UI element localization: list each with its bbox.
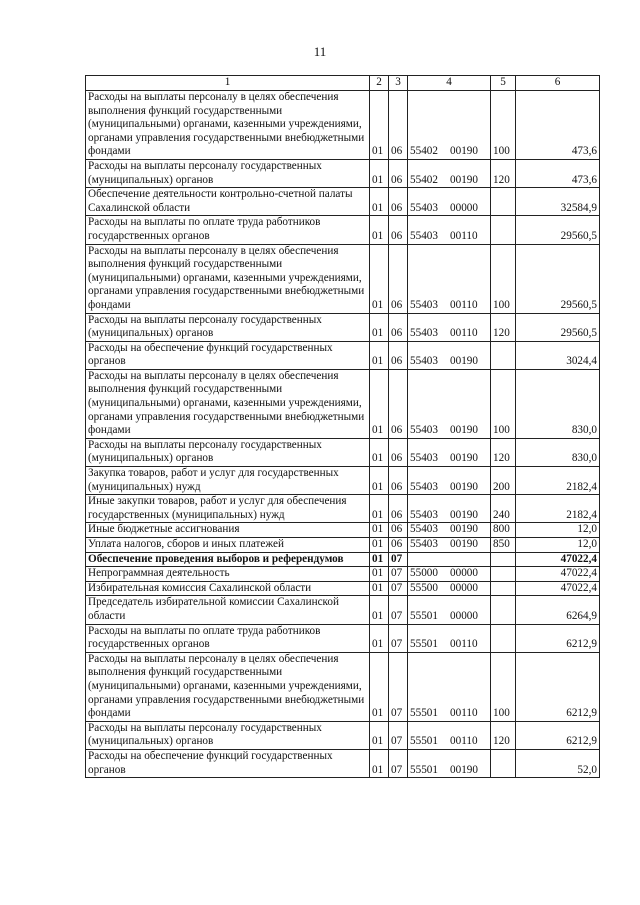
row-target-article	[408, 523, 491, 538]
table-row	[86, 341, 600, 369]
row-name: Председатель избирательной комиссии Сахалинской области	[86, 596, 370, 624]
table-row	[86, 369, 600, 438]
row-name: Расходы на обеспечение функций государственных органов	[86, 341, 370, 369]
row-target-article	[408, 188, 491, 216]
row-expense-type: 100	[491, 652, 516, 721]
row-sum: 2182,4	[516, 467, 600, 495]
row-target-article-direction: 00110	[450, 735, 478, 748]
table-row	[86, 467, 600, 495]
row-expense-type: 200	[491, 467, 516, 495]
row-target-article-program: 55501	[410, 735, 438, 748]
row-section: 01	[370, 567, 389, 582]
row-name: Расходы на выплаты персоналу в целях обеспечения выполнения функций государственными (муниципальными) органами, казенными учреждениями, органами управления государственными внебюджетными фондами	[86, 244, 370, 313]
row-target-article-program: 55403	[410, 452, 438, 465]
row-expense-type: 100	[491, 244, 516, 313]
row-target-article-direction: 00190	[450, 355, 478, 368]
row-expense-type: 120	[491, 313, 516, 341]
row-sum: 830,0	[516, 369, 600, 438]
row-section: 01	[370, 341, 389, 369]
row-sum: 12,0	[516, 523, 600, 538]
row-expense-type: 800	[491, 523, 516, 538]
row-name: Расходы на выплаты персоналу в целях обеспечения выполнения функций государственными (муниципальными) органами, казенными учреждениями, органами управления государственными внебюджетными фондами	[86, 369, 370, 438]
row-subsection: 07	[389, 581, 408, 596]
row-sum: 3024,4	[516, 341, 600, 369]
row-target-article	[408, 581, 491, 596]
table-row	[86, 567, 600, 582]
row-section: 01	[370, 369, 389, 438]
row-target-article	[408, 624, 491, 652]
row-target-article	[408, 91, 491, 160]
row-name: Обеспечение проведения выборов и референдумов	[86, 552, 370, 567]
row-target-article	[408, 369, 491, 438]
col-header-target-article: 4	[408, 76, 491, 91]
row-target-article	[408, 538, 491, 553]
row-name: Обеспечение деятельности контрольно-счетной палаты Сахалинской области	[86, 188, 370, 216]
row-expense-type: 100	[491, 369, 516, 438]
row-subsection: 07	[389, 721, 408, 749]
row-target-article-program: 55501	[410, 638, 438, 651]
row-section: 01	[370, 495, 389, 523]
table-row	[86, 749, 600, 777]
row-section: 01	[370, 523, 389, 538]
row-sum: 47022,4	[516, 581, 600, 596]
row-target-article-direction: 00190	[450, 508, 478, 521]
row-target-article	[408, 244, 491, 313]
table-row	[86, 216, 600, 244]
row-target-article-program: 55403	[410, 508, 438, 521]
row-target-article-program: 55403	[410, 523, 438, 536]
row-expense-type: 120	[491, 438, 516, 466]
row-target-article-direction: 00190	[450, 173, 478, 186]
row-target-article	[408, 216, 491, 244]
row-target-article-program: 55501	[410, 707, 438, 720]
row-subsection: 06	[389, 313, 408, 341]
row-section: 01	[370, 216, 389, 244]
row-target-article-program: 55500	[410, 581, 438, 594]
row-target-article-program: 55501	[410, 763, 438, 776]
row-target-article-direction: 00190	[450, 523, 478, 536]
table-row	[86, 438, 600, 466]
row-subsection: 06	[389, 244, 408, 313]
table-row	[86, 721, 600, 749]
row-sum: 6264,9	[516, 596, 600, 624]
row-target-article-direction: 00110	[450, 638, 478, 651]
row-sum: 830,0	[516, 438, 600, 466]
row-target-article	[408, 467, 491, 495]
row-name: Расходы на выплаты персоналу государственных (муниципальных) органов	[86, 438, 370, 466]
row-target-article-program: 55000	[410, 567, 438, 580]
row-subsection: 07	[389, 624, 408, 652]
table-row	[86, 538, 600, 553]
row-target-article	[408, 652, 491, 721]
table-row	[86, 652, 600, 721]
row-subsection: 06	[389, 438, 408, 466]
row-name: Расходы на выплаты персоналу государственных (муниципальных) органов	[86, 159, 370, 187]
row-subsection: 06	[389, 495, 408, 523]
row-subsection: 07	[389, 567, 408, 582]
row-section: 01	[370, 91, 389, 160]
row-subsection: 06	[389, 216, 408, 244]
row-subsection: 07	[389, 652, 408, 721]
row-section: 01	[370, 624, 389, 652]
table-row	[86, 313, 600, 341]
row-section: 01	[370, 552, 389, 567]
row-expense-type: 120	[491, 159, 516, 187]
row-sum: 6212,9	[516, 652, 600, 721]
row-section: 01	[370, 467, 389, 495]
row-subsection: 07	[389, 552, 408, 567]
row-sum: 29560,5	[516, 216, 600, 244]
row-section: 01	[370, 652, 389, 721]
row-target-article-direction: 00190	[450, 763, 478, 776]
row-expense-type: 240	[491, 495, 516, 523]
row-target-article-direction: 00190	[450, 452, 478, 465]
row-subsection: 06	[389, 523, 408, 538]
row-target-article-program: 55403	[410, 480, 438, 493]
row-expense-type	[491, 552, 516, 567]
row-expense-type: 850	[491, 538, 516, 553]
row-name: Уплата налогов, сборов и иных платежей	[86, 538, 370, 553]
row-sum: 32584,9	[516, 188, 600, 216]
col-header-section: 2	[370, 76, 389, 91]
row-name: Избирательная комиссия Сахалинской области	[86, 581, 370, 596]
row-sum: 29560,5	[516, 313, 600, 341]
row-target-article	[408, 749, 491, 777]
table-row	[86, 159, 600, 187]
row-target-article	[408, 159, 491, 187]
row-name: Расходы на выплаты персоналу государственных (муниципальных) органов	[86, 313, 370, 341]
table-row	[86, 581, 600, 596]
row-target-article-program: 55402	[410, 173, 438, 186]
row-target-article-direction: 00110	[450, 298, 478, 311]
row-target-article-program: 55403	[410, 298, 438, 311]
row-target-article	[408, 596, 491, 624]
row-sum: 6212,9	[516, 624, 600, 652]
row-sum: 6212,9	[516, 721, 600, 749]
row-expense-type	[491, 581, 516, 596]
row-expense-type: 100	[491, 91, 516, 160]
row-sum: 473,6	[516, 159, 600, 187]
row-subsection: 06	[389, 91, 408, 160]
row-sum: 47022,4	[516, 552, 600, 567]
row-subsection: 06	[389, 538, 408, 553]
row-target-article-direction: 00110	[450, 327, 478, 340]
row-target-article-program: 55501	[410, 609, 438, 622]
row-expense-type	[491, 188, 516, 216]
row-target-article	[408, 341, 491, 369]
row-target-article-direction: 00000	[450, 567, 478, 580]
row-section: 01	[370, 188, 389, 216]
row-section: 01	[370, 313, 389, 341]
row-expense-type	[491, 216, 516, 244]
row-subsection: 06	[389, 188, 408, 216]
row-target-article	[408, 552, 491, 567]
row-name: Закупка товаров, работ и услуг для государственных (муниципальных) нужд	[86, 467, 370, 495]
row-name: Расходы на выплаты персоналу в целях обеспечения выполнения функций государственными (муниципальными) органами, казенными учреждениями, органами управления государственными внебюджетными фондами	[86, 652, 370, 721]
row-sum: 47022,4	[516, 567, 600, 582]
row-section: 01	[370, 581, 389, 596]
table-row	[86, 244, 600, 313]
row-sum: 2182,4	[516, 495, 600, 523]
row-name: Непрограммная деятельность	[86, 567, 370, 582]
budget-table	[85, 75, 600, 778]
table-row	[86, 495, 600, 523]
row-target-article-program: 55402	[410, 145, 438, 158]
row-target-article-direction: 00110	[450, 229, 478, 242]
row-subsection: 06	[389, 467, 408, 495]
col-header-sum: 6	[516, 76, 600, 91]
row-target-article	[408, 438, 491, 466]
row-subsection: 06	[389, 341, 408, 369]
table-row	[86, 523, 600, 538]
row-name: Расходы на выплаты по оплате труда работников государственных органов	[86, 216, 370, 244]
col-header-subsection: 3	[389, 76, 408, 91]
row-name: Иные бюджетные ассигнования	[86, 523, 370, 538]
row-section: 01	[370, 538, 389, 553]
row-target-article-direction: 00000	[450, 201, 478, 214]
row-expense-type	[491, 567, 516, 582]
row-subsection: 07	[389, 596, 408, 624]
row-subsection: 07	[389, 749, 408, 777]
row-subsection: 06	[389, 369, 408, 438]
row-target-article-direction: 00000	[450, 609, 478, 622]
row-sum: 29560,5	[516, 244, 600, 313]
row-target-article-direction: 00110	[450, 707, 478, 720]
row-expense-type	[491, 596, 516, 624]
row-target-article	[408, 313, 491, 341]
row-target-article-program: 55403	[410, 201, 438, 214]
row-sum: 473,6	[516, 91, 600, 160]
row-target-article-program: 55403	[410, 538, 438, 550]
row-section: 01	[370, 159, 389, 187]
row-expense-type	[491, 624, 516, 652]
header-row	[86, 76, 600, 91]
row-name: Расходы на обеспечение функций государственных органов	[86, 749, 370, 777]
row-section: 01	[370, 596, 389, 624]
table-row	[86, 91, 600, 160]
row-name: Расходы на выплаты персоналу государственных (муниципальных) органов	[86, 721, 370, 749]
table-row	[86, 624, 600, 652]
row-target-article-program: 55403	[410, 355, 438, 368]
row-section: 01	[370, 438, 389, 466]
col-header-name: 1	[86, 76, 370, 91]
row-name: Расходы на выплаты персоналу в целях обеспечения выполнения функций государственными (муниципальными) органами, казенными учреждениями, органами управления государственными внебюджетными фондами	[86, 91, 370, 160]
table-row	[86, 596, 600, 624]
row-target-article	[408, 721, 491, 749]
row-target-article	[408, 567, 491, 582]
row-target-article-direction: 00190	[450, 145, 478, 158]
row-target-article	[408, 495, 491, 523]
row-section: 01	[370, 244, 389, 313]
page-number: 11	[313, 44, 327, 59]
row-expense-type	[491, 749, 516, 777]
col-header-expense-type: 5	[491, 76, 516, 91]
row-subsection: 06	[389, 159, 408, 187]
row-target-article-program: 55403	[410, 424, 438, 437]
row-section: 01	[370, 721, 389, 749]
row-sum: 52,0	[516, 749, 600, 777]
row-name: Иные закупки товаров, работ и услуг для обеспечения государственных (муниципальных) нужд	[86, 495, 370, 523]
table-row	[86, 552, 600, 567]
row-sum: 12,0	[516, 538, 600, 553]
row-target-article-program: 55403	[410, 327, 438, 340]
row-target-article-direction: 00190	[450, 424, 478, 437]
row-expense-type	[491, 341, 516, 369]
row-expense-type: 120	[491, 721, 516, 749]
row-target-article-direction: 00190	[450, 480, 478, 493]
row-target-article-direction: 00190	[450, 538, 478, 550]
table-row	[86, 188, 600, 216]
row-target-article-program: 55403	[410, 229, 438, 242]
row-name: Расходы на выплаты по оплате труда работников государственных органов	[86, 624, 370, 652]
row-section: 01	[370, 749, 389, 777]
row-target-article-direction: 00000	[450, 581, 478, 594]
